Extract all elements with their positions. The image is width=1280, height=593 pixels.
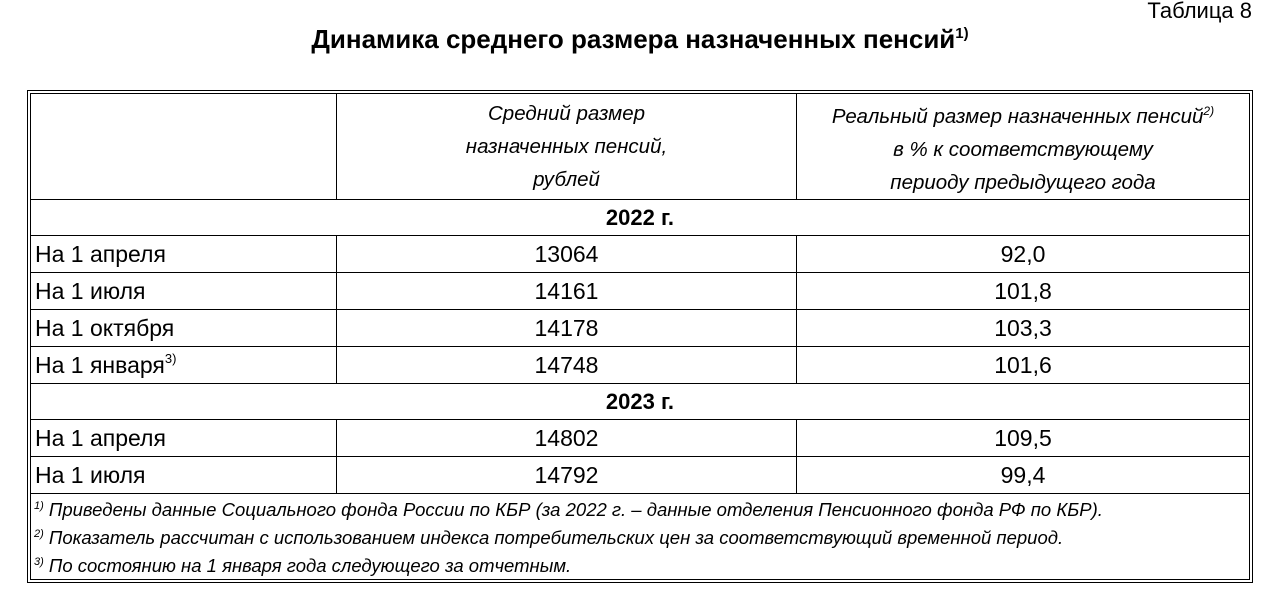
real-pension-cell: 99,4 (797, 457, 1250, 494)
footnote (34, 494, 1245, 522)
header-avg-line: назначенных пенсий, (465, 135, 668, 158)
header-row (31, 94, 1250, 200)
page-title (0, 24, 1280, 55)
row-footnote-mark: 3) (164, 351, 177, 366)
row-label (31, 310, 337, 347)
row-label-text: На 1 октября (35, 314, 175, 341)
row-label (31, 457, 337, 494)
header-real-line: в % к соответствующему (893, 137, 1153, 161)
real-pension-cell: 92,0 (797, 236, 1250, 273)
footnotes-row (31, 494, 1250, 580)
row-label (31, 273, 337, 310)
row-label (31, 420, 337, 457)
header-real-line: периоду предыдущего года (890, 170, 1156, 194)
row-label-text: На 1 июля (35, 461, 146, 488)
row-label-text: На 1 июля (35, 277, 146, 304)
header-empty-cell (31, 94, 337, 200)
footnote-text: Приведены данные Социального фонда России по КБР (за 2022 г. – данные отделения Пенсионного фонда РФ по КБР). (48, 499, 1103, 520)
row-label-text: На 1 апреля (35, 240, 166, 267)
avg-pension-cell: 14792 (337, 457, 797, 494)
year-label: 2023 г. (31, 384, 1250, 420)
avg-pension-cell: 14802 (337, 420, 797, 457)
table-row (31, 420, 1250, 457)
year-label: 2022 г. (31, 200, 1250, 236)
real-pension-cell: 101,8 (797, 273, 1250, 310)
header-real-line-text: Реальный размер назначенных пенсий (831, 104, 1204, 128)
real-pension-cell: 109,5 (797, 420, 1250, 457)
footnote-mark: 3) (34, 556, 44, 568)
table-row (31, 236, 1250, 273)
header-real-size (797, 94, 1250, 200)
table-row (31, 273, 1250, 310)
row-label-text: На 1 января (35, 352, 165, 378)
pension-table-frame (27, 90, 1253, 583)
title-text: Динамика среднего размера назначенных пенсий (311, 24, 956, 54)
table-row (31, 457, 1250, 494)
table-number: Таблица 8 (1147, 0, 1252, 23)
real-pension-cell: 101,6 (797, 347, 1250, 384)
header-real-footnote-mark: 2) (1203, 103, 1215, 118)
header-avg-size (337, 94, 797, 200)
header-real-line (797, 95, 1249, 133)
row-label-text: На 1 апреля (35, 424, 166, 451)
avg-pension-cell: 14161 (337, 273, 797, 310)
avg-pension-cell: 14178 (337, 310, 797, 347)
footnote-text: По состоянию на 1 января года следующего за отчетным. (48, 555, 572, 576)
footnote-text: Показатель рассчитан с использованием индекса потребительских цен за соответствующий временной период. (48, 527, 1064, 548)
table-row (31, 310, 1250, 347)
header-avg-line: Средний размер (488, 102, 645, 125)
year-row (31, 384, 1250, 420)
avg-pension-cell: 13064 (337, 236, 797, 273)
pension-table (30, 93, 1250, 580)
footnote (34, 522, 1245, 550)
footnote (34, 550, 1245, 578)
avg-pension-cell: 14748 (337, 347, 797, 384)
header-avg-line: рублей (533, 168, 600, 191)
year-row (31, 200, 1250, 236)
title-footnote-mark: 1) (955, 25, 969, 42)
footnote-mark: 1) (34, 500, 44, 512)
real-pension-cell: 103,3 (797, 310, 1250, 347)
footnote-mark: 2) (34, 528, 44, 540)
footnotes-cell (31, 494, 1250, 580)
table-row (31, 347, 1250, 384)
row-label (31, 236, 337, 273)
row-label (31, 347, 337, 384)
